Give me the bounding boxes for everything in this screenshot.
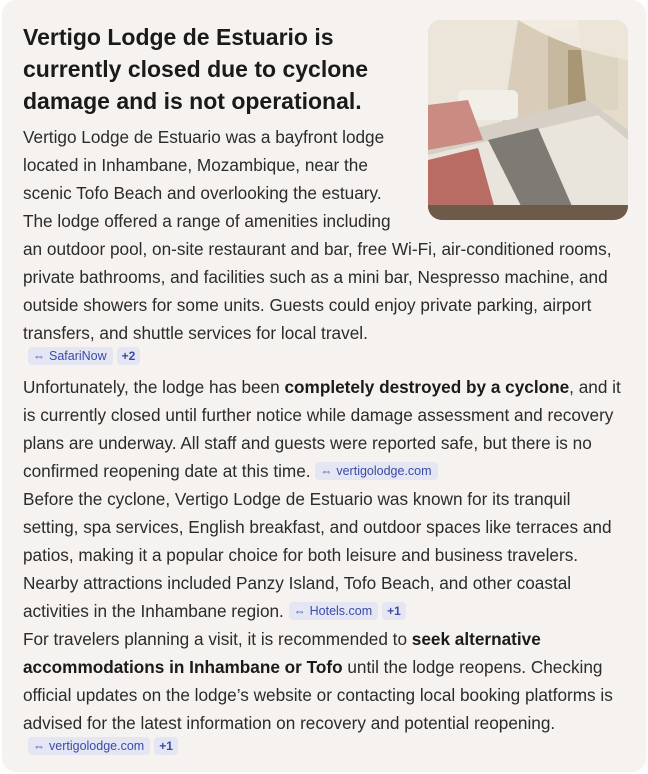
source-chip-label: vertigolodge.com (49, 739, 145, 753)
more-sources-badge[interactable]: +2 (117, 347, 141, 365)
more-sources-badge[interactable]: +1 (382, 602, 406, 620)
paragraph-advice-text: For travelers planning a visit, it is recommended to (23, 629, 412, 649)
link-icon: ⇔ (33, 349, 45, 363)
source-chip-vertigolodge[interactable] (315, 462, 437, 480)
source-chip-hotels[interactable] (289, 602, 379, 620)
emphasis-destroyed: completely destroyed by a cyclone (284, 377, 570, 397)
source-row (23, 737, 628, 763)
more-sources-badge[interactable]: +1 (154, 737, 178, 755)
source-chip-label: vertigolodge.com (336, 464, 432, 478)
paragraph-status-text: Unfortunately, the lodge has been (23, 377, 285, 397)
source-chip-label: Hotels.com (309, 604, 373, 618)
source-chip-safarinow[interactable] (28, 347, 113, 365)
paragraph-advice (23, 625, 628, 737)
link-icon: ⇔ (33, 739, 45, 753)
bedroom-image (428, 20, 628, 220)
link-icon: ⇔ (320, 464, 333, 478)
source-row (23, 347, 628, 373)
source-chip-vertigolodge-2[interactable] (28, 737, 150, 755)
source-chip-label: SafariNow (49, 349, 107, 363)
page-title: Vertigo Lodge de Estuario is currently closed due to cyclone damage and is not operational. (23, 24, 369, 114)
link-icon: ⇔ (293, 604, 306, 618)
paragraph-status-text-2: , and it is currently closed until further notice while damage assessment and recovery plans are underway. All staff and guests were reported safe, but there is no confirmed reopening date at this time. (23, 377, 621, 481)
emphasis-alternatives: seek alternative accommodations in Inhambane or Tofo (23, 629, 541, 677)
lodge-photo[interactable] (428, 20, 628, 220)
answer-card (2, 0, 646, 772)
paragraph-amenities-text: Vertigo Lodge de Estuario was a bayfront lodge located in Inhambane, Mozambique, near the scenic Tofo Beach and overlooking the estuary. The lodge offered a range of amenities including an outdoor pool, on-site restaurant and bar, free Wi-Fi, air-conditioned rooms, private bathrooms, and facilities such as a mini bar, Nespresso machine, and outside showers for some units. Guests could enjoy private parking, airport transfers, and shuttle services for local travel. (23, 127, 612, 343)
paragraph-status (23, 373, 628, 485)
paragraph-history-text: Before the cyclone, Vertigo Lodge de Estuario was known for its tranquil setting, spa services, English breakfast, and outdoor spaces like terraces and patios, making it a popular choice for both leisure and business travelers. Nearby attractions included Panzy Island, Tofo Beach, and other coastal activities in the Inhambane region. (23, 489, 612, 621)
paragraph-advice-text-2: until the lodge reopens. Checking official updates on the lodge’s website or contacting local booking platforms is advised for the latest information on recovery and potential reopening. (23, 657, 613, 733)
paragraph-history (23, 485, 628, 625)
